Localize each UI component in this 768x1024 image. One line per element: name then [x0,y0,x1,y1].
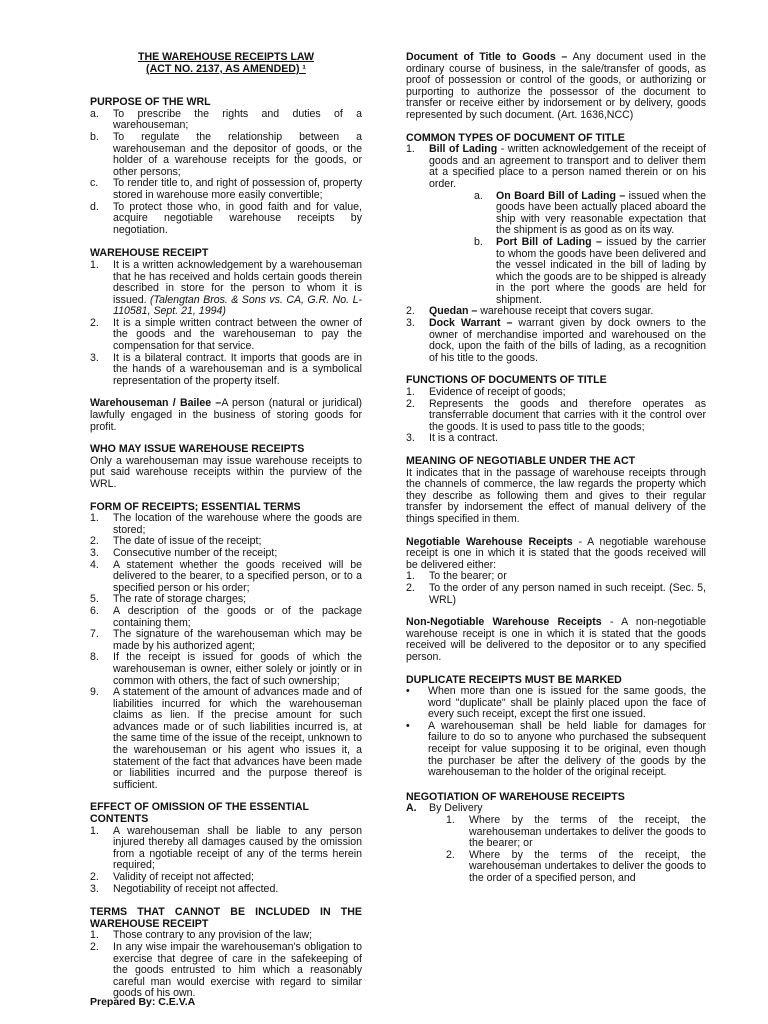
list-item: 1. Bill of Lading - written acknowledgement of the receipt of goods and an agreement to transport and to deliver them at a specified place to a person named therein or on his order. [406,143,706,190]
section-terms-not-included [90,907,362,1000]
list-item: b. To regulate the relationship between a warehouseman and the depositor of goods, or the holder of a warehouse receipts for the goods, or other persons; [90,130,362,178]
section-heading: TERMS THAT CANNOT BE INCLUDED IN THE WAREHOUSE RECEIPT [90,906,362,930]
list-item: 1. A warehouseman shall be liable to any person injured thereby all damages caused by the omission from a ngotiable receipt of any of the terms herein required; [90,824,362,872]
list-item: a. On Board Bill of Lading – issued when the goods have been actually placed aboard the ship with very reasonable expectation that the shipment is as good as on its way. [474,189,707,237]
list-item: 1. Those contrary to any provision of the law; [90,929,313,942]
list-item: 3. Consecutive number of the receipt; [90,546,278,559]
title-line-2: (ACT NO. 2137, AS AMENDED) ¹ [146,62,306,75]
list-item: 1. Where by the terms of the receipt, the warehouseman undertakes to deliver the goods to the bearer; or [446,814,706,850]
list-item: 3. It is a contract. [406,432,498,445]
section-non-negotiable: Non-Negotiable Warehouse Receipts - A non-negotiable warehouse receipt is one in which it is stated that the goods received will be delivered to the depositor or to any specified person. [406,616,707,663]
list-item: 3. Negotiability of receipt not affected. [90,882,279,895]
sublist [446,815,706,885]
list-item: 2. It is a simple written contract between the owner of the goods and the warehouseman to pay the compensation for that service. [90,316,362,353]
list-item: 2. In any wise impair the warehouseman's obligation to exercise that degree of care in the safekeeping of the goods entrusted to him which a reasonably careful man would exercise with regard to similar goods of his own. [90,940,362,1000]
section-who-may-issue: WHO MAY ISSUE WAREHOUSE RECEIPTS Only a warehouseman may issue warehouse receipts to put said warehouse receipts within the purview of the WRL. [90,443,362,490]
list-item: 7. The signature of the warehouseman which may be made by his authorized agent; [90,628,362,652]
section-negotiation [406,792,706,885]
list-item: 9. A statement of the amount of advances made and of liabilities incurred for which the warehouseman claims as lien. If the precise amount for such advances made or of such liabilities incurred is, at the same time of the issue of the receipt, unknown to the warehouseman or his agent who issues it, a statement of the fact that advances have been made or liabilities incurred and the purpose thereof is sufficient. [90,686,362,791]
list-item: d. To protect those who, in good faith and for value, acquire negotiable warehouse receipts by negotiation. [90,200,362,236]
section-heading: EFFECT OF OMISSION OF THE ESSENTIAL CONTENTS [90,801,309,826]
list-item: 8. If the receipt is issued for goods of which the warehouseman is owner, either solely or jointly or in common with others, the fact of such ownership; [90,651,362,687]
list-item: 2. Where by the terms of the receipt, the warehouseman undertakes to deliver the goods to the order of a specified person, and [446,848,706,884]
page-footer: Prepared By: C.E.V.A [90,996,196,1008]
list-item: 1. To the bearer; or [406,570,507,583]
case-citation: (Talengtan Bros. & Sons vs. CA, G.R. No. L-110581, Sept. 21, 1994) [113,293,362,318]
list-item: • A warehouseman shall be held liable for damages for failure to do so to anyone who purchased the subsequent receipt for value supposing it to be original, even though the purchaser be after the delivery of the goods by the warehouseman to the holder of the original receipt. [406,719,706,779]
document-title [90,52,362,75]
list-item: 5. The rate of storage charges; [90,593,247,606]
section-heading: NEGOTIATION OF WAREHOUSE RECEIPTS [406,790,625,803]
list-item: 1. Evidence of receipt of goods; [406,386,566,399]
section-functions [406,375,706,445]
list-item: c. To render title to, and right of possession of, property stored in warehouse more easily convertible; [90,177,362,201]
section-effect-of-omission [90,802,362,895]
list-item: 2. Validity of receipt not affected; [90,871,254,883]
list-item: A. By Delivery [406,802,483,815]
list-item: 3. It is a bilateral contract. It imports that goods are in the hands of a warehouseman and is a symbolical representation of the property itself. [90,351,362,387]
section-purpose [90,97,362,236]
sublist [474,191,706,307]
list-item: • When more than one is issued for the same goods, the word "duplicate" shall be plainly placed upon the face of every such receipt, except the first one issued. [406,685,706,721]
section-heading: FUNCTIONS OF DOCUMENTS OF TITLE [406,374,607,387]
section-heading: DUPLICATE RECEIPTS MUST BE MARKED [406,673,622,686]
section-heading: PURPOSE OF THE WRL [90,96,211,109]
section-heading: FORM OF RECEIPTS; ESSENTIAL TERMS [90,500,301,513]
section-heading: WAREHOUSE RECEIPT [90,247,209,260]
section-heading: COMMON TYPES OF DOCUMENT OF TITLE [406,131,625,144]
left-column [90,0,362,1000]
section-heading: WHO MAY ISSUE WAREHOUSE RECEIPTS [90,443,305,456]
section-meaning: MEANING OF NEGOTIABLE UNDER THE ACT It indicates that in the passage of warehouse receipts through the channels of commerce, the law regards the property which they describe as following them and gives to their regular transfer by indorsement the effect of manual delivery of the things specified in them. [406,455,706,525]
list-item: 2. The date of issue of the receipt; [90,535,262,548]
list-item: b. Port Bill of Lading – issued by the carrier to whom the goods have been delivered and the vessel indicated in the bill of lading by which the goods are to be shipped is already in the port where the goods are held for shipment. [474,235,706,306]
right-column [406,0,706,885]
section-common-types [406,133,706,365]
list-item: 2. To the order of any person named in such receipt. (Sec. 5, WRL) [406,581,706,606]
definition-bailee: Warehouseman / Bailee –A person (natural or juridical) lawfully engaged in the business of storing goods for profit. [90,397,362,433]
list-item: 1. It is a written acknowledgement by a warehouseman that he has received and holds certain goods therein described in store for the person to whom it is issued. (Talengtan Bros. & Sons vs. CA, G.R. No. L-110581, Sept. 21, 1994) [90,258,362,318]
list-item: 3. Dock Warrant – warrant given by dock owners to the owner of merchandise imported and warehoused on the dock, upon the faith of the bills of lading, as a recognition of his title to the goods. [406,317,706,364]
section-heading: MEANING OF NEGOTIABLE UNDER THE ACT [406,455,636,467]
title-line-1: THE WAREHOUSE RECEIPTS LAW [138,51,314,63]
list-item: 6. A description of the goods or of the package containing them; [90,604,362,629]
section-form-of-receipts [90,502,362,792]
definition-document-of-title: Document of Title to Goods – Any document used in the ordinary course of business, in the sale/transfer of goods, as proof of possession or control of the goods, or authorizing or purporting to authorize the possessor of the document to transfer or receive either by indorsement or by delivery, goods represented by such document. (Art. 1636,NCC) [406,51,707,121]
section-warehouse-receipt [90,248,362,387]
list-item: 4. A statement whether the goods received will be delivered to the bearer, to a specified person, or to a specified person or his order; [90,558,362,594]
list-item: 2. Quedan – warehouse receipt that covers sugar. [406,305,654,318]
section-negotiable: Negotiable Warehouse Receipts - A negotiable warehouse receipt is one in which it is stated that the goods received will be delivered either: 1. To the bearer; or 2. To the order of any person named in such receipt. (Sec. 5, WRL) [406,535,706,606]
list-item: 1. The location of the warehouse where the goods are stored; [90,512,362,536]
list-item: 2. Represents the goods and therefore operates as transferrable document that carries with it the control over the goods. It is used to pass title to the goods; [406,397,706,433]
list-item: a. To prescribe the rights and duties of a warehouseman; [90,107,362,132]
section-duplicate-receipts [406,675,706,779]
